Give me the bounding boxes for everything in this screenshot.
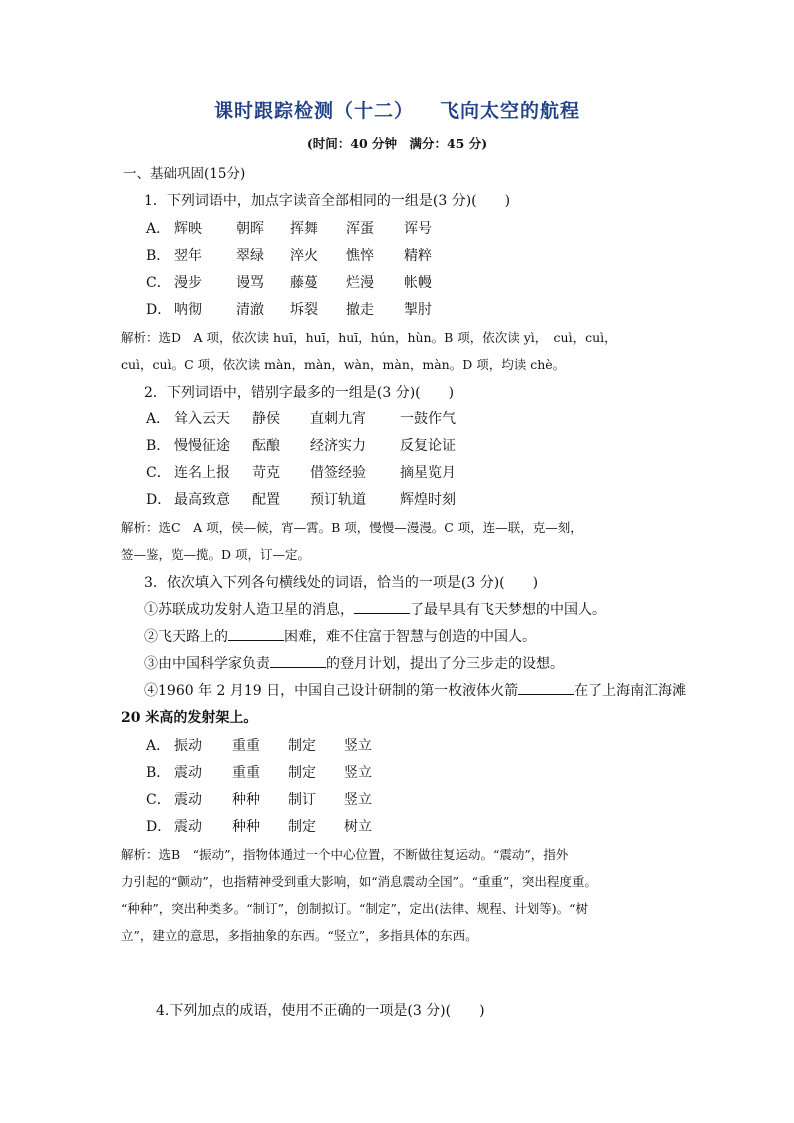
- sentence-text: 的登月计划，提出了分三步走的设想。: [326, 656, 564, 672]
- option-word: 摘星览月: [400, 465, 456, 481]
- option-label: A．: [146, 411, 171, 427]
- sentence-text: ④1960 年 2 月19 日，中国自己设计研制的第一枚液体火箭: [144, 683, 519, 699]
- option-word: 诨号: [404, 221, 432, 237]
- sentence-text: ②飞天路上的: [144, 629, 228, 645]
- question-3-sentence-3: [144, 653, 564, 673]
- option-word: 竖立: [344, 738, 372, 754]
- option-label: A．: [146, 221, 171, 237]
- option-word: 配置: [252, 492, 280, 508]
- option-word: 借签经验: [310, 465, 366, 481]
- question-3-explanation-line-2: 力引起的“颤动”，也指精神受到重大影响，如“消息震动全国”。“重重”，突出程度重。: [121, 874, 597, 889]
- fill-blank: [518, 682, 574, 695]
- option-word: 竖立: [344, 792, 372, 808]
- option-word: 漫步: [174, 275, 202, 291]
- option-word: 竖立: [344, 765, 372, 781]
- option-word: 淬火: [290, 248, 318, 264]
- option-word: 预订轨道: [310, 492, 366, 508]
- question-3-explanation-line-4: 立”，建立的意思，多指抽象的东西。“竖立”，多指具体的东西。: [121, 928, 478, 943]
- option-word: 震动: [174, 792, 202, 808]
- option-word: 辉映: [174, 221, 202, 237]
- option-word: 制订: [288, 792, 316, 808]
- option-word: 呐彻: [174, 302, 202, 318]
- question-2-option-b: [146, 435, 456, 455]
- option-word: 树立: [344, 819, 372, 835]
- option-word: 种种: [232, 792, 260, 808]
- option-label: C．: [146, 275, 171, 291]
- question-4-stem: 4.下列加点的成语，使用不正确的一项是(3 分)( ): [156, 1003, 485, 1019]
- option-word: 翠绿: [236, 248, 264, 264]
- option-word: 掣肘: [404, 302, 432, 318]
- question-1-option-b: [146, 245, 432, 265]
- option-word: 挥舞: [290, 221, 318, 237]
- option-word: 制定: [288, 738, 316, 754]
- option-label: B．: [146, 765, 171, 781]
- question-3-sentence-2: [144, 626, 536, 646]
- question-3-option-b: [146, 762, 372, 782]
- question-3-option-a: [146, 735, 372, 755]
- option-word: 翌年: [174, 248, 202, 264]
- title-part-1: 课时跟踪检测（十二）: [213, 100, 414, 122]
- option-word: 经济实力: [310, 438, 366, 454]
- question-2-explanation-line-2: 签—鉴，览—揽。D 项，订—定。: [121, 547, 310, 562]
- option-word: 制定: [288, 765, 316, 781]
- question-2-option-c: [146, 462, 456, 482]
- option-word: 最高致意: [174, 492, 230, 508]
- question-1-stem: 1．下列词语中，加点字读音全部相同的一组是(3 分)( ): [144, 193, 511, 209]
- sentence-text: 在了上海南汇海滩: [574, 683, 687, 699]
- title-part-2: 飞向太空的航程: [440, 100, 581, 122]
- option-word: 静侯: [252, 411, 280, 427]
- sentence-text: ①苏联成功发射人造卫星的消息，: [144, 602, 354, 618]
- question-3-sentence-4: [144, 680, 686, 700]
- option-word: 浑蛋: [346, 221, 374, 237]
- option-label: D．: [146, 492, 172, 508]
- option-label: B．: [146, 438, 171, 454]
- option-word: 一鼓作气: [400, 411, 456, 427]
- option-label: A．: [146, 738, 171, 754]
- question-3-stem: 3．依次填入下列各句横线处的词语，恰当的一项是(3 分)( ): [144, 575, 539, 591]
- option-word: 震动: [174, 819, 202, 835]
- option-word: 精粹: [404, 248, 432, 264]
- option-word: 慢慢征途: [174, 438, 230, 454]
- page-title: [0, 96, 794, 123]
- option-word: 耸入云天: [174, 411, 230, 427]
- question-2-option-a: [146, 408, 456, 428]
- option-word: 制定: [288, 819, 316, 835]
- question-3-sentence-4-cont: 20 米高的发射架上。: [121, 710, 258, 726]
- question-1-explanation-line-1: 解析：选D A 项，依次读 huī，huī，huī，hún，hùn。B 项，依次读 yì， cuì，cuì，: [121, 330, 617, 345]
- fill-blank: [228, 628, 284, 641]
- question-1-explanation-line-2: cuì，cuì。C 项，依次读 màn，màn，wàn，màn，màn。D 项，均读 chè。: [121, 357, 566, 372]
- option-word: 藤蔓: [290, 275, 318, 291]
- option-word: 反复论证: [400, 438, 456, 454]
- option-word: 烂漫: [346, 275, 374, 291]
- option-word: 坼裂: [290, 302, 318, 318]
- question-1-option-a: [146, 218, 432, 238]
- option-word: 撤走: [346, 302, 374, 318]
- question-3-explanation-line-1: 解析：选B “振动”，指物体通过一个中心位置，不断做往复运动。“震动”，指外: [121, 847, 569, 862]
- question-3-option-c: [146, 789, 372, 809]
- sentence-text: 了最早具有飞天梦想的中国人。: [410, 602, 606, 618]
- option-label: C．: [146, 792, 171, 808]
- page-subtitle: (时间：40 分钟 满分：45 分): [306, 136, 488, 151]
- option-word: 酝酿: [252, 438, 280, 454]
- option-word: 谩骂: [236, 275, 264, 291]
- option-word: 震动: [174, 765, 202, 781]
- option-label: C．: [146, 465, 171, 481]
- option-label: D．: [146, 819, 172, 835]
- option-word: 憔悴: [346, 248, 374, 264]
- sentence-text: 困难，难不住富于智慧与创造的中国人。: [284, 629, 536, 645]
- question-1-option-d: [146, 299, 432, 319]
- fill-blank: [354, 601, 410, 614]
- question-1-option-c: [146, 272, 432, 292]
- question-2-stem: 2．下列词语中，错别字最多的一组是(3 分)( ): [144, 385, 455, 401]
- question-3-option-d: [146, 816, 372, 836]
- option-label: D．: [146, 302, 172, 318]
- option-word: 重重: [232, 765, 260, 781]
- section-heading: 一、基础巩固(15分): [123, 166, 246, 182]
- question-2-option-d: [146, 489, 456, 509]
- option-word: 连名上报: [174, 465, 230, 481]
- option-word: 苛克: [252, 465, 280, 481]
- question-2-explanation-line-1: 解析：选C A 项，侯—候，宵—霄。B 项，慢慢—漫漫。C 项，连—联，克—刻，: [121, 520, 583, 535]
- option-word: 辉煌时刻: [400, 492, 456, 508]
- option-word: 清澈: [236, 302, 264, 318]
- option-word: 振动: [174, 738, 202, 754]
- option-label: B．: [146, 248, 171, 264]
- option-word: 朝晖: [236, 221, 264, 237]
- option-word: 帐幔: [404, 275, 432, 291]
- fill-blank: [270, 655, 326, 668]
- question-3-explanation-line-3: “种种”，突出种类多。“制订”，创制拟订。“制定”，定出(法律、规程、计划等)。“树: [121, 901, 588, 916]
- option-word: 重重: [232, 738, 260, 754]
- option-word: 直刺九宵: [310, 411, 366, 427]
- option-word: 种种: [232, 819, 260, 835]
- question-3-sentence-1: [144, 599, 606, 619]
- sentence-text: ③由中国科学家负责: [144, 656, 270, 672]
